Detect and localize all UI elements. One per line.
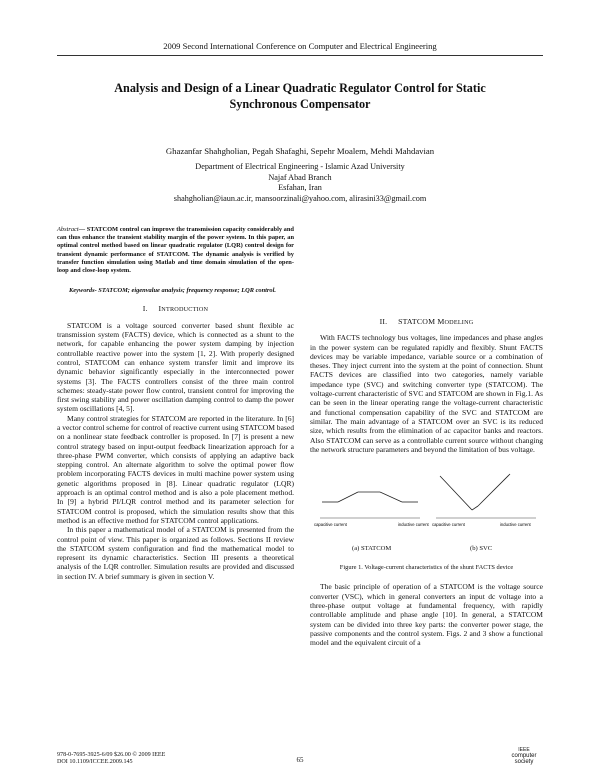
- section-2-title-first: STATCOM M: [398, 317, 445, 326]
- keywords-text: STATCOM; eigenvalue analysis; frequency response; LQR control.: [98, 287, 276, 295]
- statcom-slope-segment-right: [380, 492, 402, 502]
- paper-title: [60, 80, 540, 112]
- intro-paragraph-1: STATCOM is a voltage sourced converter based shunt flexible ac transmission system (FACTS) device, which is connected as a shunt to the network, for capable enhancing the power system damping by injection controllable reactive power into the system [1, 2]. With properly designed control, STATCOM can enhance system transfer limit and improve its dynamic behavior significantly especially in the interconnected power systems [3]. The FACTS controllers consist of the three main control schemes: steady-state power flow control, transient control for improving the first swing stability and power oscillation damping control to damp the power system oscillations [4, 5].: [57, 320, 294, 414]
- footer-isbn: 978-0-7695-3925-6/09 $26.00 © 2009 IEEE: [57, 752, 166, 758]
- left-column: [57, 226, 294, 581]
- section-heading-modeling: [310, 317, 543, 327]
- intro-paragraph-3: In this paper a mathematical model of a STATCOM is presented from the control point of view. This paper is organized as follows. Sections II review the STATCOM system configuration and find the mathematical model to represent its dynamic characteristics. Section III presents a theoretical analysis of the LQR controller. Simulation results are provided and discussed in section IV. A brief summary is given in section V.: [57, 525, 294, 581]
- section-2-number: II.: [379, 317, 388, 326]
- statcom-slope-segment-left: [338, 492, 358, 502]
- abstract-label: Abstract: [57, 226, 79, 233]
- abstract-text: STATCOM control can improve the transmission capacity considerably and can thus enhance the transient stability margin of the power system. In this paper, an optimal control method based on linear quadratic regulator (LQR) control design for transient dynamic performance of STATCOM. The dynamic analysis is verified by transfer function simulation using Matlab and time domain simulation of the open-loop and close-loop system.: [57, 226, 294, 275]
- author-emails: shahgholian@iaun.ac.ir, mansoorzinali@yahoo.com, alirasini33@gmail.com: [173, 193, 427, 203]
- svc-left-branch: [440, 476, 472, 510]
- section-1-number: I.: [142, 304, 148, 314]
- section-heading-introduction: [57, 304, 294, 314]
- svc-vertex: [472, 506, 478, 510]
- svc-inductive-label: inductive current: [500, 522, 531, 528]
- figure-1-caption: Figure 1. Voltage-current characteristics of the shunt FACTS device: [339, 564, 514, 572]
- keywords: [57, 287, 294, 295]
- section-2-title-rest: ODELING: [444, 319, 474, 326]
- footer-doi: DOI 10.1109/ICCEE.2009.145: [57, 759, 133, 766]
- svc-right-branch: [478, 474, 510, 506]
- page-number: 65: [296, 756, 304, 764]
- modeling-paragraph-1: With FACTS technology bus voltages, line impedances and phase angles in the power system can be regulated rapidly and flexibly. Shunt FACTS devices may be variable impedance, variable source or a combination of theses. They inject current into the system at the point of connection. Shunt FACTS devices are classified into two categories, namely variable impedance type (SVC) and switching converter type (STATCOM). The voltage-current characteristic of SVC and STATCOM are shown in Fig.1. As can be seen in the linear operating range the voltage-current characteristic and functional compensation capability of the SVC and STATCOM are similar. The main advantage of a STATCOM over an SVC is its reduced size, which results from the elimination of ac capacitor banks and reactors. Also STATCOM can serve as a controllable current source without changing the network structure parameters and beyond the limitation of bus voltage.: [310, 333, 543, 454]
- affiliation-department: Department of Electrical Engineering - Islamic Azad University: [195, 162, 405, 171]
- affiliation-branch: Najaf Abad Branch: [268, 172, 332, 182]
- statcom-inductive-label: inductive current: [398, 522, 429, 528]
- modeling-paragraph-2: The basic principle of operation of a STATCOM is the voltage source converter (VSC), which in general converters an input dc voltage into a three-phase output voltage at fundamental frequency, with rapidly controllable amplitude and phase angle [10]. In general, a STATCOM system can be divided into three key parts: the converter power stage, the passive components and the control system. Figs. 2 and 3 show a functional model and the equivalent circuit of a: [310, 582, 543, 648]
- logo-society: society: [514, 759, 534, 765]
- ieee-computer-society-logo: [506, 747, 542, 765]
- figure-1a-caption: (a) STATCOM: [352, 545, 392, 553]
- section-1-title-first: I: [158, 304, 162, 314]
- right-column: [310, 226, 543, 648]
- intro-paragraph-2: Many control strategies for STATCOM are reported in the literature. In [6] a vector control scheme for control of reactive current using STATCOM based on a nonlinear state feedback controller is proposed. In [7] is present a new control strategy based on input-output feedback linearization approach for a three-phase PWM converter, which consists of applying an adaptive back stepping control. An alternate algorithm to solve the optimal power flow problem incorporating FACTS devices in multi machine power system using genetic algorithms proposed in [8]. Linear quadratic regulator (LQR) approach is an optimal control method and is also a pole placement method. In [9] a hybrid PI/LQR control method and its parameter selection for STATCOM control is proposed, which the simulation results show that this method is an effective method for STATCOM control applications.: [57, 413, 294, 525]
- abstract: [57, 226, 294, 275]
- conference-header: 2009 Second International Conference on Computer and Electrical Engineering: [163, 41, 437, 51]
- statcom-capacitive-label: capacitive current: [314, 522, 347, 528]
- header-rule: [57, 55, 543, 56]
- right-column-intro-continuation-space: [310, 226, 543, 308]
- keywords-label: Keywords-: [69, 287, 99, 295]
- affiliation-block: [0, 162, 600, 204]
- statcom-vi-characteristic: [314, 492, 430, 527]
- logo-ieee: IEEE: [518, 747, 530, 753]
- figure-1b-caption: (b) SVC: [470, 545, 493, 553]
- logo-computer: computer: [511, 753, 537, 759]
- title-line-2: Synchronous Compensator: [229, 97, 371, 111]
- figure-1: [310, 468, 543, 560]
- author-list: Ghazanfar Shahgholian, Pegah Shafaghi, Sepehr Moalem, Mehdi Mahdavian: [165, 146, 435, 156]
- figure-1-graphs: [310, 468, 543, 544]
- title-line-1: Analysis and Design of a Linear Quadratic Regulator Control for Static: [114, 81, 486, 95]
- affiliation-city: Esfahan, Iran: [278, 183, 322, 193]
- svc-capacitive-label: capacitive current: [432, 522, 465, 528]
- abstract-dash: —: [78, 226, 87, 233]
- svc-vi-characteristic: [432, 474, 536, 527]
- section-1-title-rest: NTRODUCTION: [161, 306, 209, 314]
